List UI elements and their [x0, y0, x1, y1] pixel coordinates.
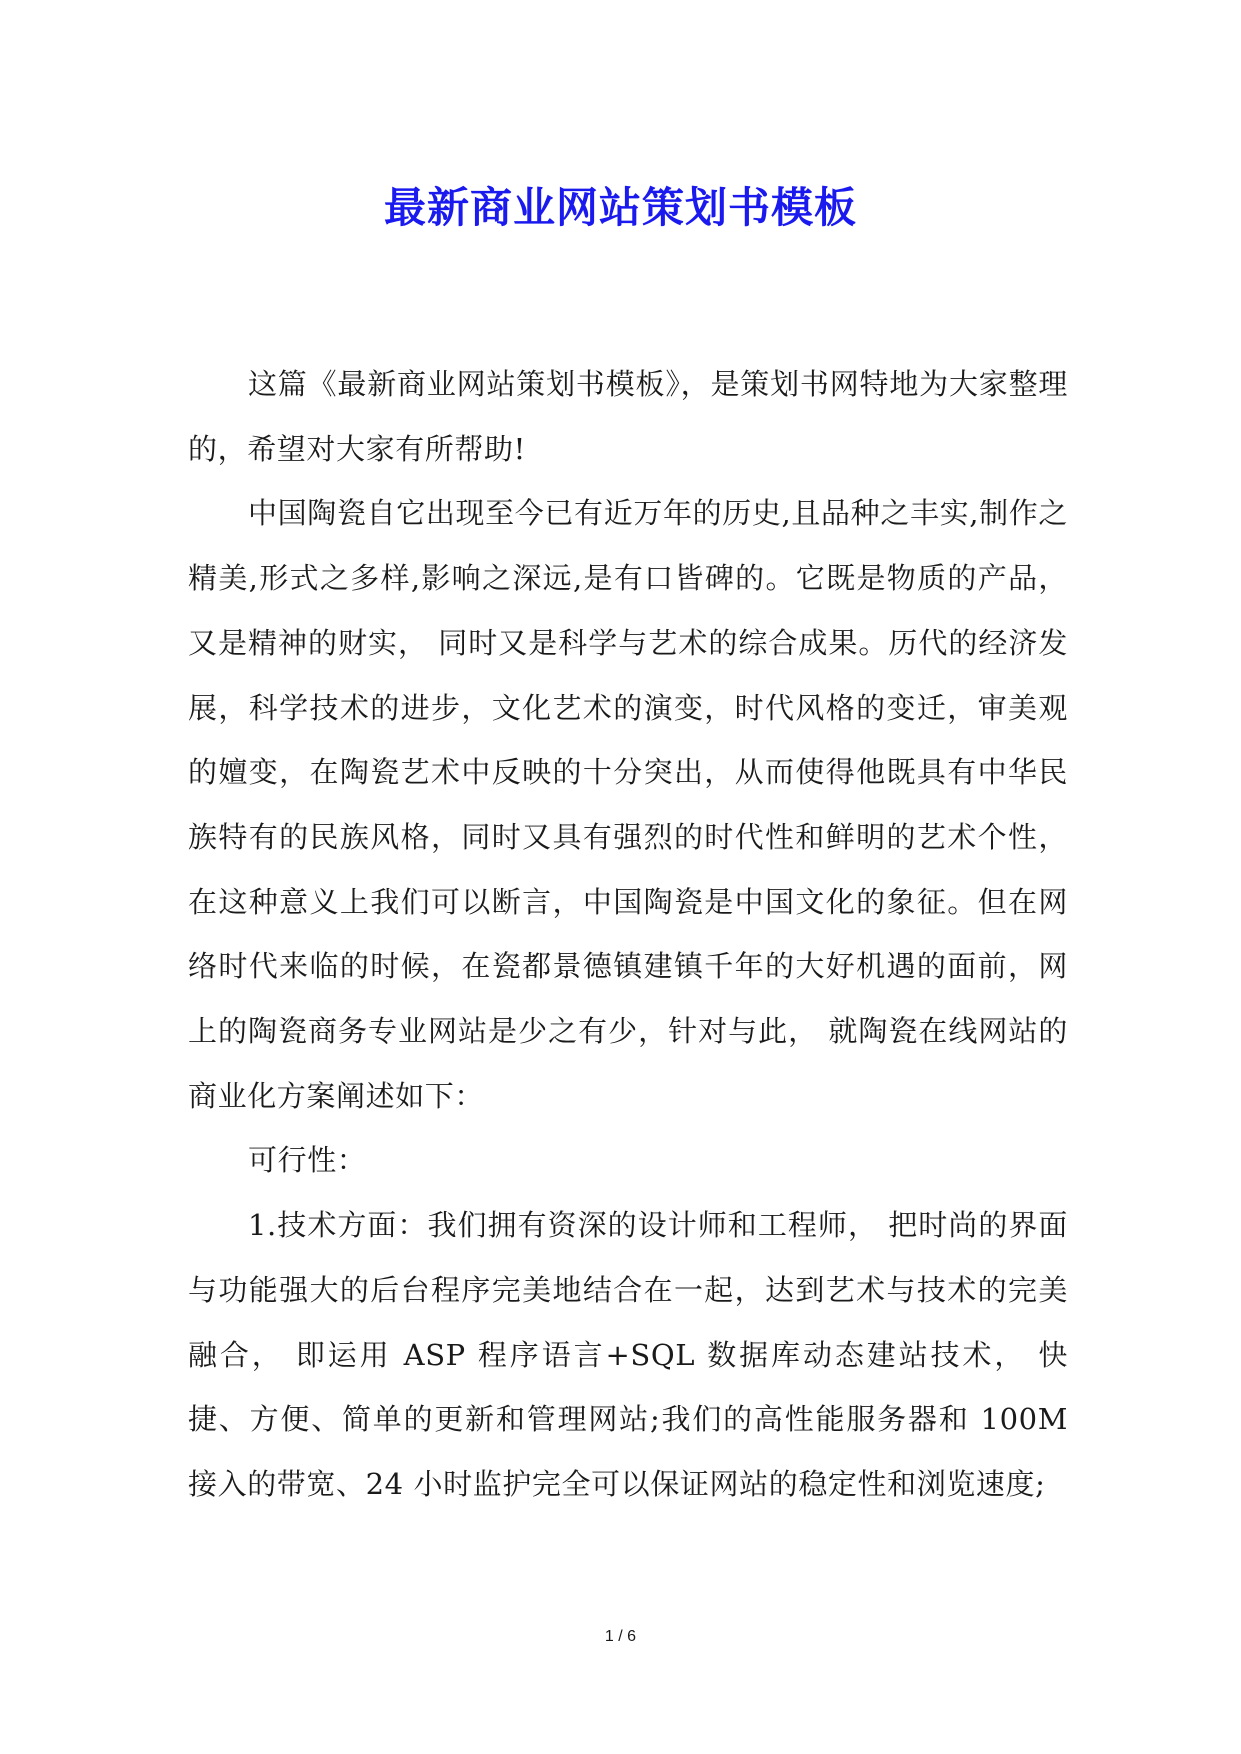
intro-paragraph: 这篇《最新商业网站策划书模板》，是策划书网特地为大家整理的，希望对大家有所帮助! [188, 367, 1068, 466]
history-paragraph: 中国陶瓷自它出现至今已有近万年的历史,且品种之丰实,制作之精美,形式之多样,影响之深远,是有口皆碑的。它既是物质的产品， 又是精神的财实， 同时又是科学与艺术的综合成果。历代的经济发展，科学技术的进步，文化艺术的演变，时代风格的变迁，审美观的嬗变，在陶瓷艺术中反映的十分突出，从而使得他既具有中华民族特有的民族风格，同时又具有强烈的时代性和鲜明的艺术个性，在这种意义上我们可以断言，中国陶瓷是中国文化的象征。但在网络时代来临的时候，在瓷都景德镇建镇千年的大好机遇的面前，网上的陶瓷商务专业网站是少之有少，针对与此， 就陶瓷在线网站的商业化方案阐述如下： [188, 496, 1068, 1113]
document-body [188, 352, 1068, 1517]
page-number: 1 / 6 [604, 1628, 637, 1645]
technology-paragraph: 1.技术方面：我们拥有资深的设计师和工程师， 把时尚的界面与功能强大的后台程序完美地结合在一起，达到艺术与技术的完美融合， 即运用 ASP 程序语言+SQL 数据库动态建站技术， 快捷、方便、简单的更新和管理网站;我们的高性能服务器和 100M 接入的带宽、24 小时监护完全可以保证网站的稳定性和浏览速度; [188, 1208, 1068, 1501]
feasibility-heading: 可行性： [248, 1143, 367, 1178]
document-title: 最新商业网站策划书模板 [383, 183, 857, 233]
